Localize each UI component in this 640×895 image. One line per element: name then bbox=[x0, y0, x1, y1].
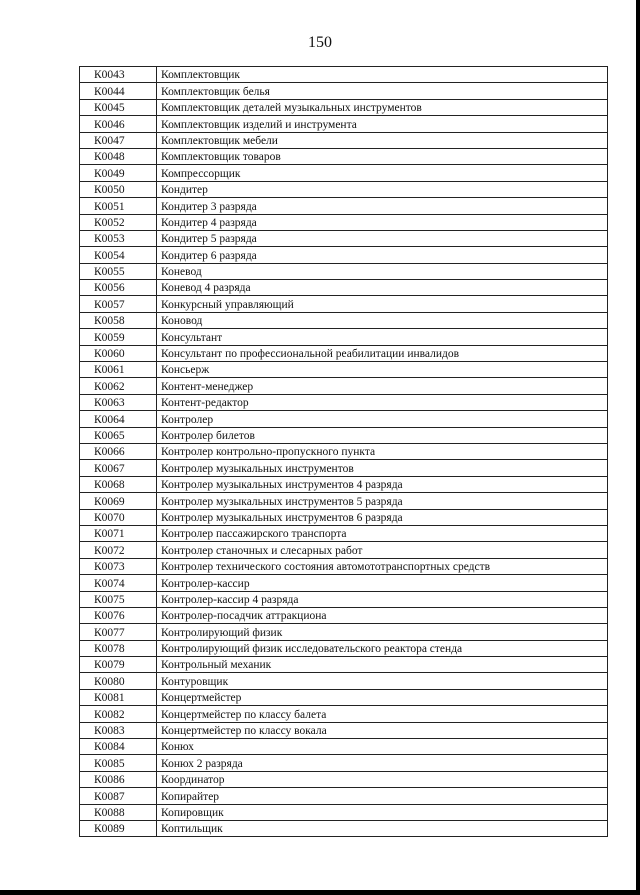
profession-code-cell: К0047 bbox=[80, 132, 157, 148]
profession-code-cell: К0055 bbox=[80, 263, 157, 279]
profession-name-cell: Контуровщик bbox=[157, 673, 608, 689]
table-row bbox=[80, 83, 608, 99]
profession-name-cell: Кондитер bbox=[157, 181, 608, 197]
profession-code-cell: К0083 bbox=[80, 722, 157, 738]
profession-name-cell: Комплектовщик белья bbox=[157, 83, 608, 99]
profession-codes-table bbox=[79, 66, 608, 837]
profession-code-cell: К0061 bbox=[80, 362, 157, 378]
profession-name-cell: Комплектовщик bbox=[157, 67, 608, 83]
profession-code-cell: К0043 bbox=[80, 67, 157, 83]
table-row bbox=[80, 181, 608, 197]
profession-code-cell: К0074 bbox=[80, 575, 157, 591]
profession-code-cell: К0073 bbox=[80, 558, 157, 574]
profession-code-cell: К0069 bbox=[80, 493, 157, 509]
profession-code-cell: К0052 bbox=[80, 214, 157, 230]
profession-code-cell: К0046 bbox=[80, 116, 157, 132]
profession-name-cell: Конюх bbox=[157, 739, 608, 755]
table-row bbox=[80, 362, 608, 378]
profession-name-cell: Контролер музыкальных инструментов 4 разряда bbox=[157, 476, 608, 492]
profession-code-cell: К0085 bbox=[80, 755, 157, 771]
table-row bbox=[80, 427, 608, 443]
profession-name-cell: Комплектовщик товаров bbox=[157, 148, 608, 164]
table-row bbox=[80, 99, 608, 115]
profession-code-cell: К0086 bbox=[80, 771, 157, 787]
profession-name-cell: Контролер контрольно-пропускного пункта bbox=[157, 443, 608, 459]
profession-name-cell: Концертмейстер по классу вокала bbox=[157, 722, 608, 738]
table-row bbox=[80, 214, 608, 230]
table-row bbox=[80, 657, 608, 673]
profession-name-cell: Компрессорщик bbox=[157, 165, 608, 181]
profession-code-cell: К0076 bbox=[80, 607, 157, 623]
profession-name-cell: Конкурсный управляющий bbox=[157, 296, 608, 312]
profession-code-cell: К0078 bbox=[80, 640, 157, 656]
table-row bbox=[80, 525, 608, 541]
profession-code-cell: К0054 bbox=[80, 247, 157, 263]
profession-name-cell: Контролирующий физик исследовательского реактора стенда bbox=[157, 640, 608, 656]
table-row bbox=[80, 591, 608, 607]
table-row bbox=[80, 804, 608, 820]
profession-code-cell: К0048 bbox=[80, 148, 157, 164]
table-row bbox=[80, 771, 608, 787]
table-row bbox=[80, 493, 608, 509]
table-row bbox=[80, 263, 608, 279]
table-row bbox=[80, 509, 608, 525]
profession-code-cell: К0067 bbox=[80, 460, 157, 476]
table-row bbox=[80, 624, 608, 640]
table-row bbox=[80, 378, 608, 394]
profession-name-cell: Контролер-посадчик аттракциона bbox=[157, 607, 608, 623]
profession-code-cell: К0087 bbox=[80, 788, 157, 804]
profession-name-cell: Контролер пассажирского транспорта bbox=[157, 525, 608, 541]
table-row bbox=[80, 312, 608, 328]
table-row bbox=[80, 280, 608, 296]
profession-name-cell: Концертмейстер bbox=[157, 689, 608, 705]
profession-code-cell: К0062 bbox=[80, 378, 157, 394]
profession-code-cell: К0089 bbox=[80, 820, 157, 836]
table-row bbox=[80, 247, 608, 263]
profession-code-cell: К0064 bbox=[80, 411, 157, 427]
table-row bbox=[80, 230, 608, 246]
profession-name-cell: Консультант bbox=[157, 329, 608, 345]
table-row bbox=[80, 706, 608, 722]
scan-border-right bbox=[636, 0, 640, 895]
profession-code-cell: К0080 bbox=[80, 673, 157, 689]
profession-code-cell: К0063 bbox=[80, 394, 157, 410]
profession-name-cell: Контролер билетов bbox=[157, 427, 608, 443]
profession-code-cell: К0077 bbox=[80, 624, 157, 640]
table-row bbox=[80, 755, 608, 771]
table-row bbox=[80, 411, 608, 427]
profession-name-cell: Комплектовщик деталей музыкальных инструментов bbox=[157, 99, 608, 115]
profession-name-cell: Контент-редактор bbox=[157, 394, 608, 410]
profession-code-cell: К0045 bbox=[80, 99, 157, 115]
profession-code-cell: К0058 bbox=[80, 312, 157, 328]
profession-code-cell: К0088 bbox=[80, 804, 157, 820]
table-row bbox=[80, 148, 608, 164]
table-row bbox=[80, 673, 608, 689]
profession-name-cell: Концертмейстер по классу балета bbox=[157, 706, 608, 722]
table-row bbox=[80, 739, 608, 755]
profession-name-cell: Контролер bbox=[157, 411, 608, 427]
profession-name-cell: Контролер музыкальных инструментов 6 разряда bbox=[157, 509, 608, 525]
profession-name-cell: Коневод 4 разряда bbox=[157, 280, 608, 296]
table-row bbox=[80, 476, 608, 492]
profession-name-cell: Контролер-кассир bbox=[157, 575, 608, 591]
profession-name-cell: Координатор bbox=[157, 771, 608, 787]
scan-border-bottom bbox=[0, 890, 640, 895]
profession-code-cell: К0081 bbox=[80, 689, 157, 705]
table-row bbox=[80, 394, 608, 410]
profession-name-cell: Контент-менеджер bbox=[157, 378, 608, 394]
profession-name-cell: Контролер-кассир 4 разряда bbox=[157, 591, 608, 607]
profession-name-cell: Копировщик bbox=[157, 804, 608, 820]
table-row bbox=[80, 165, 608, 181]
profession-code-cell: К0072 bbox=[80, 542, 157, 558]
profession-name-cell: Консультант по профессиональной реабилитации инвалидов bbox=[157, 345, 608, 361]
profession-code-cell: К0053 bbox=[80, 230, 157, 246]
table-row bbox=[80, 132, 608, 148]
profession-code-cell: К0065 bbox=[80, 427, 157, 443]
profession-name-cell: Комплектовщик изделий и инструмента bbox=[157, 116, 608, 132]
profession-name-cell: Контролер станочных и слесарных работ bbox=[157, 542, 608, 558]
profession-code-cell: К0075 bbox=[80, 591, 157, 607]
profession-code-cell: К0056 bbox=[80, 280, 157, 296]
table-row bbox=[80, 67, 608, 83]
profession-name-cell: Кондитер 5 разряда bbox=[157, 230, 608, 246]
table-row bbox=[80, 820, 608, 836]
profession-code-cell: К0060 bbox=[80, 345, 157, 361]
profession-name-cell: Коптильщик bbox=[157, 820, 608, 836]
profession-name-cell: Кондитер 3 разряда bbox=[157, 198, 608, 214]
profession-code-cell: К0066 bbox=[80, 443, 157, 459]
profession-code-cell: К0082 bbox=[80, 706, 157, 722]
profession-code-cell: К0057 bbox=[80, 296, 157, 312]
table-row bbox=[80, 689, 608, 705]
profession-name-cell: Контролер музыкальных инструментов bbox=[157, 460, 608, 476]
profession-code-cell: К0068 bbox=[80, 476, 157, 492]
profession-name-cell: Конюх 2 разряда bbox=[157, 755, 608, 771]
table-row bbox=[80, 296, 608, 312]
profession-code-cell: К0071 bbox=[80, 525, 157, 541]
table-row bbox=[80, 542, 608, 558]
profession-name-cell: Коновод bbox=[157, 312, 608, 328]
table-row bbox=[80, 460, 608, 476]
profession-name-cell: Комплектовщик мебели bbox=[157, 132, 608, 148]
profession-name-cell: Контрольный механик bbox=[157, 657, 608, 673]
profession-name-cell: Контролирующий физик bbox=[157, 624, 608, 640]
profession-code-cell: К0044 bbox=[80, 83, 157, 99]
profession-code-cell: К0049 bbox=[80, 165, 157, 181]
table-row bbox=[80, 443, 608, 459]
table-row bbox=[80, 116, 608, 132]
profession-code-cell: К0059 bbox=[80, 329, 157, 345]
table-row bbox=[80, 575, 608, 591]
table-row bbox=[80, 198, 608, 214]
profession-name-cell: Контролер технического состояния автомототранспортных средств bbox=[157, 558, 608, 574]
profession-code-cell: К0050 bbox=[80, 181, 157, 197]
page-number: 150 bbox=[308, 34, 332, 51]
profession-name-cell: Кондитер 6 разряда bbox=[157, 247, 608, 263]
table-body bbox=[80, 67, 608, 837]
table-row bbox=[80, 788, 608, 804]
profession-name-cell: Консьерж bbox=[157, 362, 608, 378]
table-row bbox=[80, 345, 608, 361]
profession-name-cell: Копирайтер bbox=[157, 788, 608, 804]
profession-name-cell: Кондитер 4 разряда bbox=[157, 214, 608, 230]
profession-name-cell: Контролер музыкальных инструментов 5 разряда bbox=[157, 493, 608, 509]
profession-code-cell: К0051 bbox=[80, 198, 157, 214]
profession-name-cell: Коневод bbox=[157, 263, 608, 279]
table-row bbox=[80, 640, 608, 656]
table-row bbox=[80, 722, 608, 738]
table-row bbox=[80, 558, 608, 574]
profession-code-cell: К0084 bbox=[80, 739, 157, 755]
table-row bbox=[80, 607, 608, 623]
profession-code-cell: К0079 bbox=[80, 657, 157, 673]
profession-code-cell: К0070 bbox=[80, 509, 157, 525]
table-row bbox=[80, 329, 608, 345]
